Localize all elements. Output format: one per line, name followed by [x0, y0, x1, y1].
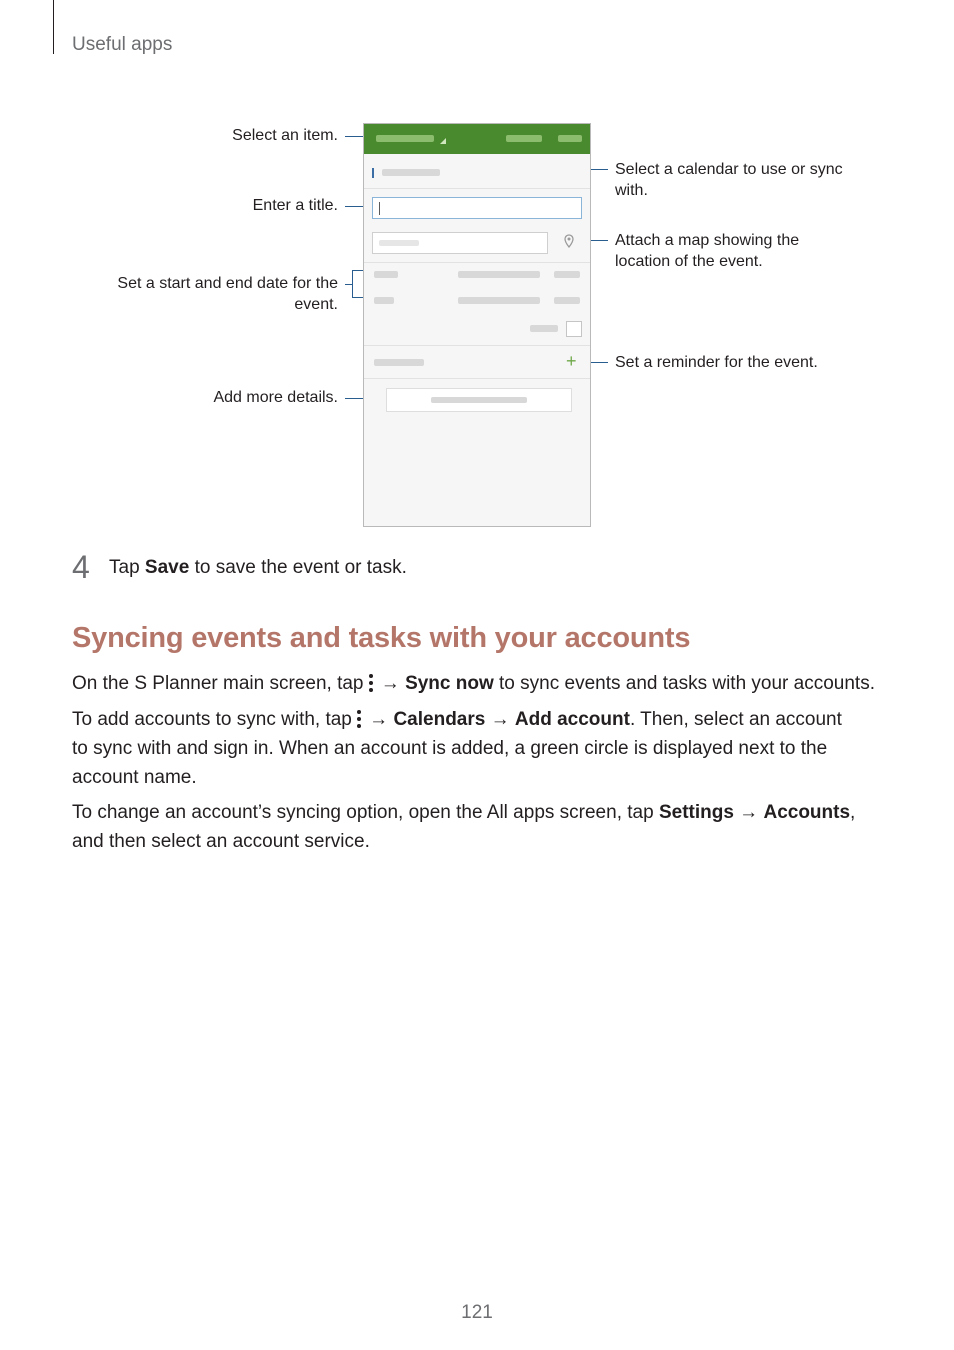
- more-options-icon: [369, 673, 373, 692]
- callout-select-calendar-line1: Select a calendar to use or sync: [615, 161, 843, 178]
- callout-attach-map-line1: Attach a map showing the: [615, 232, 800, 249]
- view-more-options-button[interactable]: [386, 388, 572, 412]
- callout-select-item: Select an item.: [232, 127, 338, 144]
- para3-bold-settings: Settings: [658, 802, 734, 823]
- save-button[interactable]: [558, 135, 582, 142]
- dropdown-triangle-icon: [440, 138, 446, 144]
- para3-line2: and then select an account service.: [72, 831, 370, 852]
- start-time[interactable]: [554, 271, 580, 278]
- cancel-button[interactable]: [506, 135, 542, 142]
- para1-text-c: to sync events and tasks with your accounts.: [493, 673, 875, 694]
- app-bar: [364, 124, 590, 154]
- section-header: Useful apps: [72, 34, 173, 55]
- title-input[interactable]: [372, 197, 582, 219]
- para2-bold-add-account: Add account: [514, 709, 630, 730]
- page-number: 121: [461, 1302, 493, 1323]
- callout-attach-map-line2: location of the event.: [615, 253, 763, 270]
- step-text-post: to save the event or task.: [189, 557, 407, 578]
- para2-line1: [72, 705, 892, 734]
- more-options-icon: [357, 709, 361, 728]
- para2-line2: to sync with and sign in. When an account is added, a green circle is displayed next to the: [72, 738, 828, 759]
- start-label: [374, 271, 398, 278]
- callout-set-dates-line2: event.: [294, 296, 338, 313]
- divider: [364, 378, 590, 379]
- arrow: →: [733, 802, 764, 823]
- callout-set-dates-line1: Set a start and end date for the: [117, 275, 338, 292]
- view-more-options-label: [431, 397, 527, 403]
- para1-bold: Sync now: [405, 673, 494, 694]
- divider: [364, 262, 590, 263]
- step-number: 4: [72, 549, 90, 585]
- paragraph-change-sync: [72, 798, 892, 856]
- arrow: →: [363, 709, 394, 730]
- add-reminder-icon[interactable]: +: [566, 351, 577, 371]
- step-text: [109, 557, 407, 579]
- para3-line1: [72, 798, 892, 827]
- end-time[interactable]: [554, 297, 580, 304]
- all-day-label: [530, 325, 558, 332]
- map-pin-icon[interactable]: [562, 234, 576, 248]
- para2-text-d: . Then, select an account: [629, 709, 842, 730]
- text-cursor: [379, 202, 380, 215]
- phone-screenshot: [363, 123, 591, 527]
- calendar-color-marker: [372, 168, 374, 178]
- para3-bold-accounts: Accounts: [763, 802, 851, 823]
- reminder-label: [374, 359, 424, 366]
- location-placeholder: [379, 240, 419, 246]
- section-title: Syncing events and tasks with your accounts: [72, 622, 691, 654]
- paragraph-sync-now: [72, 669, 892, 698]
- arrow: →: [485, 709, 515, 730]
- para1-text-a: On the S Planner main screen, tap: [72, 673, 364, 694]
- callout-set-reminder: Set a reminder for the event.: [615, 354, 818, 371]
- para3-text-d: ,: [850, 802, 856, 823]
- step-text-bold: Save: [144, 557, 190, 578]
- location-input[interactable]: [372, 232, 548, 254]
- callout-line-set-dates: [345, 284, 352, 285]
- item-selector[interactable]: [376, 135, 434, 142]
- para2-bold-calendars: Calendars: [393, 709, 486, 730]
- header-rule: [53, 0, 54, 54]
- start-date[interactable]: [458, 271, 540, 278]
- callout-enter-title: Enter a title.: [252, 197, 338, 214]
- all-day-checkbox[interactable]: [566, 321, 582, 337]
- divider: [364, 188, 590, 189]
- paragraph-add-accounts: [72, 705, 892, 792]
- para2-line3: account name.: [72, 767, 197, 788]
- arrow: →: [375, 673, 406, 694]
- para2-text-a: To add accounts to sync with, tap: [72, 709, 352, 730]
- para3-text-a: To change an account’s syncing option, open the All apps screen, tap: [72, 802, 659, 823]
- end-date[interactable]: [458, 297, 540, 304]
- end-label: [374, 297, 394, 304]
- step-text-pre: Tap: [109, 557, 145, 578]
- callout-add-details: Add more details.: [213, 389, 338, 406]
- callout-bracket-set-dates: [352, 270, 353, 297]
- calendar-selector[interactable]: [382, 169, 440, 176]
- callout-select-calendar-line2: with.: [615, 182, 648, 199]
- divider: [364, 345, 590, 346]
